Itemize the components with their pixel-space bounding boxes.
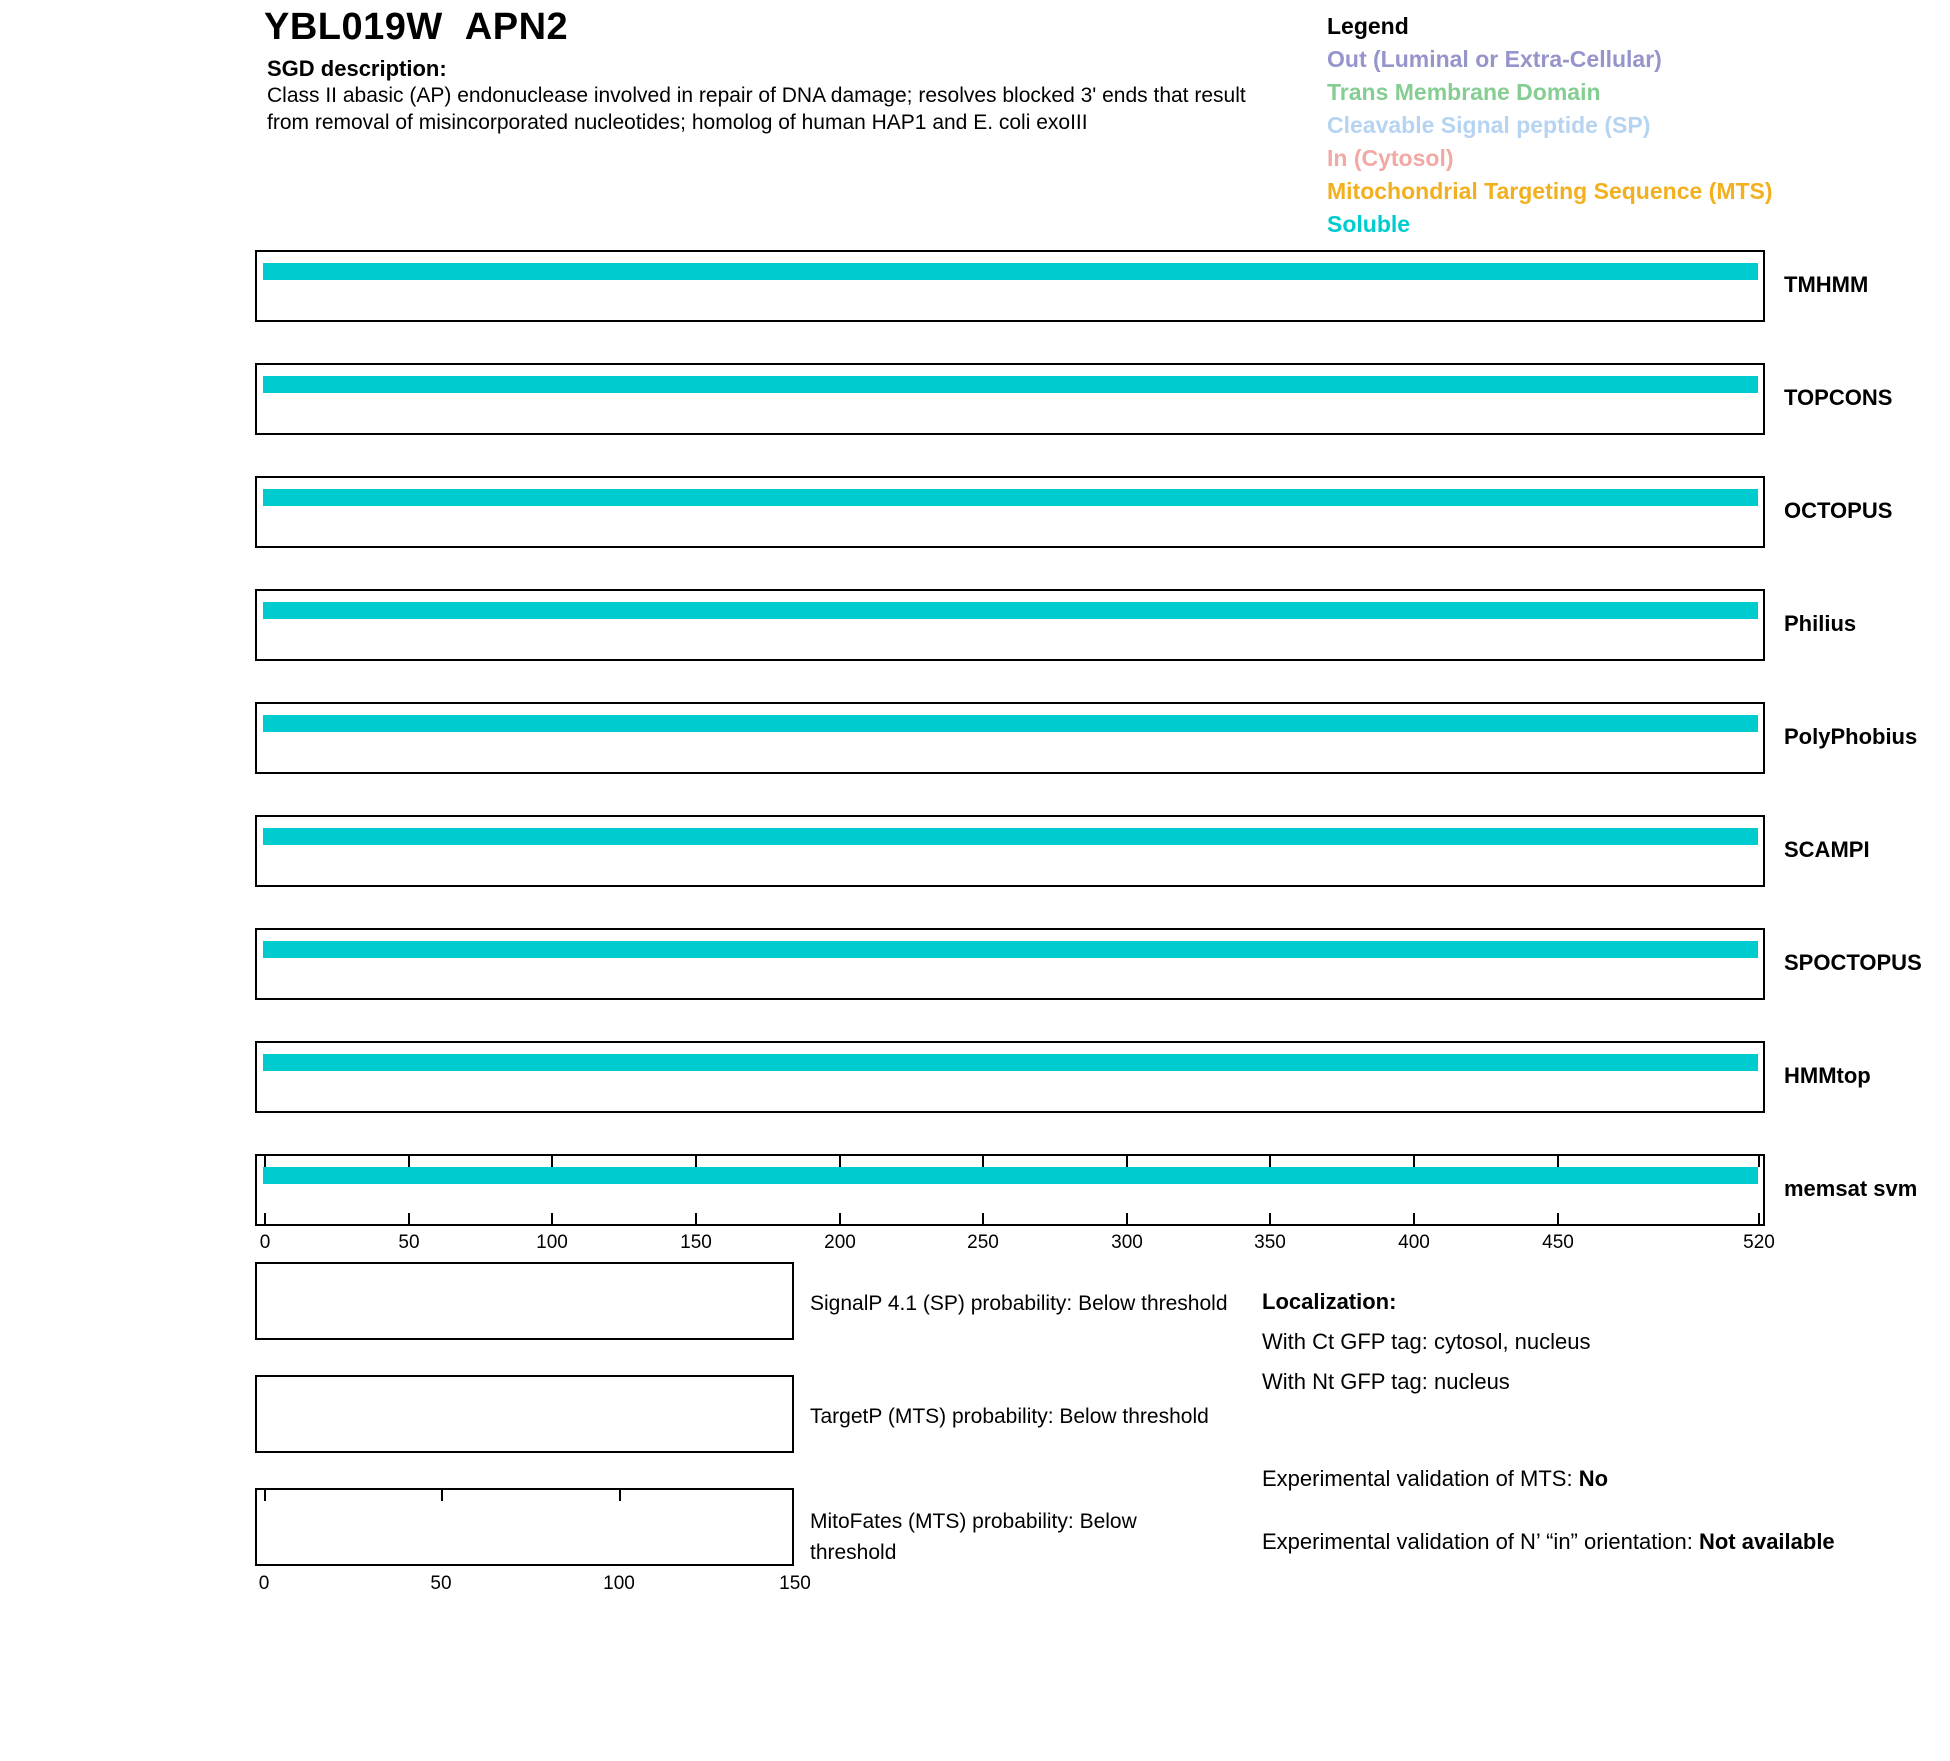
track-label-spoctopus: SPOCTOPUS — [1784, 950, 1922, 975]
axis-tick-label: 0 — [258, 1573, 270, 1594]
axis-tick-label: 150 — [779, 1573, 811, 1594]
probability-label-targetp: TargetP (MTS) probability: Below threshold — [810, 1405, 1209, 1428]
axis-tick — [1413, 1213, 1415, 1224]
axis-tick — [264, 1213, 266, 1224]
localization-title: Localization: — [1262, 1289, 1397, 1314]
track-box-scampi — [255, 815, 1870, 887]
prediction-bar-soluble — [263, 489, 1758, 506]
prediction-bar-soluble — [263, 602, 1758, 619]
probability-box-signalp — [255, 1262, 794, 1340]
track-box-tmhmm — [255, 250, 1869, 322]
axis-tick — [839, 1213, 841, 1224]
axis-tick — [551, 1156, 553, 1167]
validation-mts-label: Experimental validation of MTS: — [1262, 1466, 1579, 1491]
sgd-description-text: Class II abasic (AP) endonuclease involved in repair of DNA damage; resolves blocked 3' ends that result from removal of misincorporated nucleotides; homolog of human HAP1 and E. coli exoIII — [267, 84, 1246, 134]
legend-title: Legend — [1327, 13, 1409, 39]
axis-tick-label: 100 — [603, 1573, 635, 1594]
legend-item-out: Out (Luminal or Extra-Cellular) — [1327, 46, 1662, 72]
axis-tick — [1557, 1213, 1559, 1224]
probability-box-targetp — [255, 1375, 794, 1453]
track-box-memsat-svm — [255, 1154, 1918, 1226]
track-label-hmmtop: HMMtop — [1784, 1063, 1871, 1088]
validation-orientation-label: Experimental validation of N’ “in” orientation: — [1262, 1529, 1699, 1554]
axis-tick — [264, 1490, 266, 1501]
probability-label-signalp: SignalP 4.1 (SP) probability: Below threshold — [810, 1292, 1228, 1315]
localization-ct-line: With Ct GFP tag: cytosol, nucleus — [1262, 1329, 1591, 1354]
page-title — [264, 6, 568, 49]
track-label-tmhmm: TMHMM — [1784, 272, 1869, 297]
validation-mts-value: No — [1578, 1466, 1609, 1491]
axis-tick-label: 100 — [536, 1232, 568, 1253]
axis-tick — [1758, 1213, 1760, 1224]
track-label-philius: Philius — [1784, 611, 1857, 636]
legend — [1327, 10, 1773, 241]
axis-tick — [1557, 1156, 1559, 1167]
legend-item-mts: Mitochondrial Targeting Sequence (MTS) — [1327, 178, 1773, 204]
axis-tick — [264, 1156, 266, 1167]
prediction-bar-soluble — [263, 263, 1758, 280]
validation-orientation-line — [1262, 1525, 1842, 1558]
track-box-topcons — [255, 363, 1893, 435]
legend-item-soluble: Soluble — [1327, 211, 1411, 237]
axis-tick — [695, 1156, 697, 1167]
axis-tick-label: 350 — [1254, 1232, 1286, 1253]
axis-tick-label: 520 — [1743, 1232, 1775, 1253]
localization-nt-line: With Nt GFP tag: nucleus — [1262, 1369, 1510, 1394]
track-box-spoctopus — [255, 928, 1922, 1000]
axis-tick-label: 200 — [824, 1232, 856, 1253]
prediction-bar-soluble — [263, 1054, 1758, 1071]
axis-tick-label: 0 — [259, 1232, 271, 1253]
probability-label-mitofates: MitoFates (MTS) probability: Below threshold — [810, 1510, 1137, 1564]
axis-tick — [551, 1213, 553, 1224]
prediction-bar-soluble — [263, 941, 1758, 958]
orf-name: YBL019W — [264, 6, 443, 48]
axis-tick-label: 450 — [1542, 1232, 1574, 1253]
axis-tick-label: 400 — [1398, 1232, 1430, 1253]
axis-tick-label: 50 — [398, 1232, 420, 1253]
track-box-hmmtop — [255, 1041, 1871, 1113]
prediction-bar-soluble — [263, 828, 1758, 845]
track-label-memsat-svm: memsat svm — [1784, 1176, 1918, 1201]
gene-name: APN2 — [464, 6, 569, 48]
axis-tick — [1126, 1213, 1128, 1224]
prediction-bar-soluble — [263, 715, 1758, 732]
axis-tick — [1126, 1156, 1128, 1167]
track-label-scampi: SCAMPI — [1784, 837, 1870, 862]
probability-box-mitofates — [255, 1488, 794, 1566]
axis-tick — [408, 1156, 410, 1167]
legend-item-in: In (Cytosol) — [1327, 145, 1454, 171]
legend-item-tmd: Trans Membrane Domain — [1327, 79, 1601, 105]
axis-tick — [982, 1213, 984, 1224]
axis-tick — [982, 1156, 984, 1167]
axis-tick-label: 150 — [680, 1232, 712, 1253]
axis-tick — [839, 1156, 841, 1167]
track-box-philius — [255, 589, 1857, 661]
axis-tick — [441, 1490, 443, 1501]
track-label-octopus: OCTOPUS — [1784, 498, 1893, 523]
axis-tick-label: 250 — [967, 1232, 999, 1253]
axis-tick — [619, 1490, 621, 1501]
axis-tick-label: 300 — [1111, 1232, 1143, 1253]
axis-tick — [1413, 1156, 1415, 1167]
track-box-polyphobius — [255, 702, 1918, 774]
axis-tick — [408, 1213, 410, 1224]
axis-tick — [1269, 1156, 1271, 1167]
legend-item-sp: Cleavable Signal peptide (SP) — [1327, 112, 1651, 138]
track-label-topcons: TOPCONS — [1784, 385, 1893, 410]
axis-tick-label: 50 — [430, 1573, 452, 1594]
axis-tick — [1758, 1156, 1760, 1167]
track-box-octopus — [255, 476, 1893, 548]
axis-tick — [695, 1213, 697, 1224]
validation-mts-line — [1262, 1462, 1608, 1495]
validation-orientation-value: Not available — [1698, 1529, 1835, 1554]
sgd-description-heading: SGD description: — [267, 56, 447, 81]
prediction-bar-soluble — [263, 376, 1758, 393]
prediction-bar-soluble — [263, 1167, 1758, 1184]
axis-tick — [1269, 1213, 1271, 1224]
track-label-polyphobius: PolyPhobius — [1784, 724, 1918, 749]
